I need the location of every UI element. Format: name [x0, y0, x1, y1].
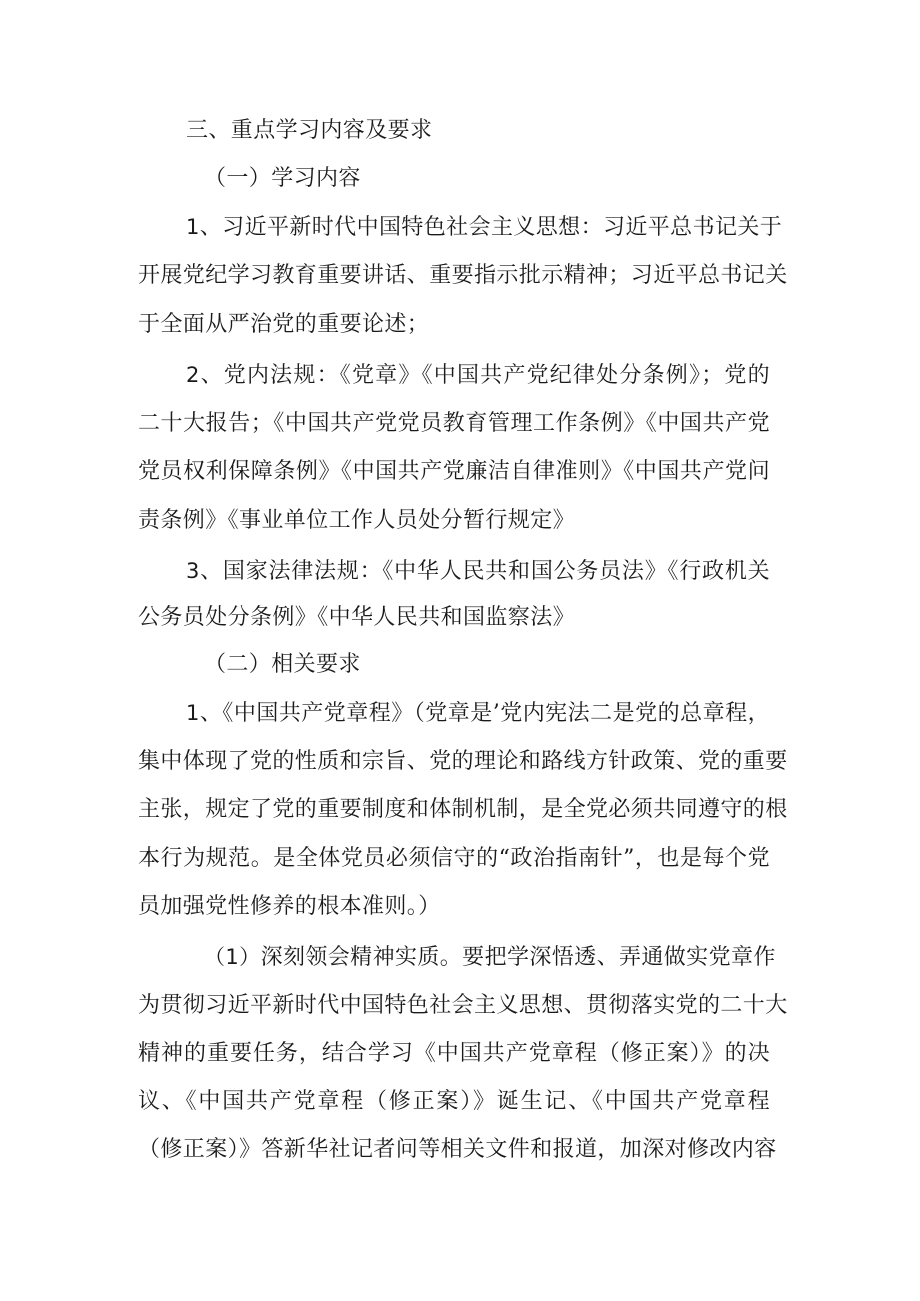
paragraph-item3-line1: [186, 558, 770, 585]
paragraph-item1-line3: 于全面从严治党的重要论述；: [138, 312, 430, 337]
paragraph-req1-1-line5: （修正案）》答新华社记者问等相关文件和报道，加深对修改内容: [138, 1137, 777, 1162]
item-text: 、国家法律法规：《中华人民共和国公务员法》《行政机关: [199, 559, 770, 584]
paragraph-req1-line3: 主张，规定了党的重要制度和体制机制，是全党必须共同遵守的根: [138, 797, 788, 822]
paragraph-req1-line5: 员加强党性修养的根本准则。）: [138, 894, 441, 919]
paragraph-item3-line2: 公务员处分条例》《中华人民共和国监察法》: [138, 605, 576, 630]
item-number: 2: [186, 363, 200, 387]
item-number: 3: [186, 559, 200, 583]
item-number: 1: [186, 701, 200, 725]
item-text: 、习近平新时代中国特色社会主义思想：习近平总书记关于: [199, 215, 783, 240]
paragraph-req1-line1: [186, 700, 770, 727]
subsection-heading-study-content: （一）学习内容: [204, 166, 361, 191]
section-heading: 三、重点学习内容及要求: [186, 118, 433, 143]
paragraph-item2-line2: 二十大报告；《中国共产党党员教育管理工作条例》《中国共产党: [138, 411, 770, 436]
item-number: 1: [186, 215, 200, 239]
paragraph-item1-line2: 开展党纪学习教育重要讲话、重要指示批示精神；习近平总书记关: [138, 263, 788, 288]
paragraph-req1-1-line4: 议、《中国共产党章程（修正案）》诞生记、《中国共产党章程: [138, 1089, 770, 1114]
paragraph-req1-1-line2: 为贯彻习近平新时代中国特色社会主义思想、贯彻落实党的二十大: [138, 993, 788, 1018]
paragraph-req1-1-line3: 精神的重要任务，结合学习《中国共产党章程（修正案）》的决: [138, 1041, 770, 1066]
paragraph-item1-line1: [186, 214, 783, 241]
paragraph-item2-line4: 责条例》《事业单位工作人员处分暂行规定》: [138, 508, 576, 533]
paragraph-item2-line3: 党员权利保障条例》《中国共产党廉洁自律准则》《中国共产党问: [138, 459, 770, 484]
item-text: 、党内法规：《党章》《中国共产党纪律处分条例》；党的: [199, 363, 770, 388]
paragraph-req1-line2: 集中体现了党的性质和宗旨、党的理论和路线方针政策、党的重要: [138, 749, 788, 774]
paragraph-item2-line1: [186, 362, 770, 389]
subsection-heading-requirements: （二）相关要求: [204, 652, 361, 677]
item-number: （1）: [204, 945, 261, 969]
item-text: 、《中国共产党章程》（党章是’党内宪法二是党的总章程，: [199, 701, 770, 726]
item-text: 深刻领会精神实质。要把学深悟透、弄通做实党章作: [260, 945, 776, 970]
paragraph-req1-1-line1: [204, 944, 776, 971]
paragraph-req1-line4: 本行为规范。是全体党员必须信守的“政治指南针”，也是每个党: [138, 846, 770, 871]
